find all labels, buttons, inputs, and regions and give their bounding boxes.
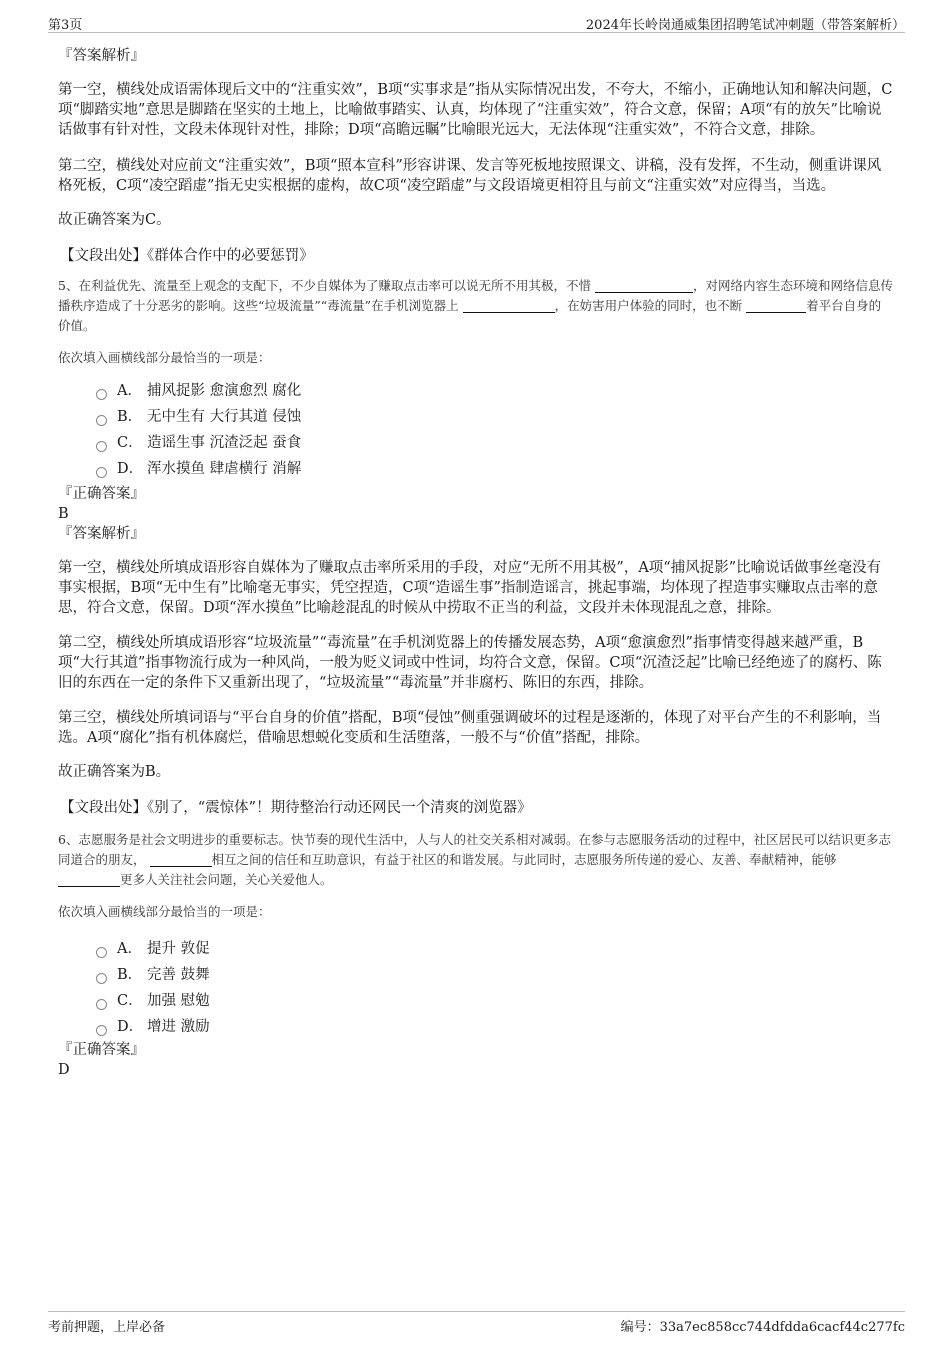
footer-slogan: 考前押题，上岸必备: [48, 1320, 166, 1335]
fill-blank: [595, 278, 693, 293]
radio-button[interactable]: [96, 973, 107, 984]
question-5-options: [96, 378, 893, 482]
fill-blank: [746, 298, 806, 313]
fill-blank: [463, 298, 555, 313]
document-title: 2024年长岭岗通威集团招聘笔试冲刺题（带答案解析）: [585, 18, 905, 33]
correct-answer-heading: 『正确答案』: [58, 1042, 145, 1058]
correct-answer: D: [58, 1062, 70, 1078]
passage-source: 【文段出处】《别了，“震惊体”！期待整治行动还网民一个清爽的浏览器》: [60, 800, 532, 816]
question-instruction: 依次填入画横线部分最恰当的一项是：: [58, 904, 271, 919]
radio-button[interactable]: [96, 1025, 107, 1036]
radio-button[interactable]: [96, 415, 107, 426]
analysis-paragraph: 第二空，横线处所填成语形容“垃圾流量”“毒流量”在手机浏览器上的传播发展态势，A项“愈演愈烈”指事情变得越来越严重，B项“大行其道”指事物流行成为一种风尚，一般为贬义词或中性词，均符合文意，保留。C项“沉渣泛起”比喻已经绝迹了的腐朽、陈旧的东西在一定的条件下又重新出现了，“垃圾流量”“毒流量”并非腐朽、陈旧的东西，排除。: [58, 635, 882, 691]
analysis-heading: 『答案解析』: [58, 48, 145, 64]
radio-button[interactable]: [96, 999, 107, 1010]
analysis-paragraph: 第一空，横线处所填成语形容自媒体为了赚取点击率所采用的手段，对应“无所不用其极”，A项“捕风捉影”比喻说话做事丝毫没有事实根据，B项“无中生有”比喻毫无事实，凭空捏造，C项“造谣生事”指制造谣言，挑起事端，均体现了捏造事实赚取点击率的意思，符合文意，保留。D项“浑水摸鱼”比喻趁混乱的时候从中捞取不正当的利益，文段并未体现混乱之意，排除。: [58, 560, 882, 616]
option-a[interactable]: A． 提升 敦促: [96, 936, 893, 962]
option-b[interactable]: B． 完善 鼓舞: [96, 962, 893, 988]
question-instruction: 依次填入画横线部分最恰当的一项是：: [58, 350, 271, 365]
passage-source: 【文段出处】《群体合作中的必要惩罚》: [60, 248, 314, 264]
fill-blank: [150, 852, 212, 867]
page-footer: [48, 1311, 905, 1335]
option-d[interactable]: D． 浑水摸鱼 肆虐横行 消解: [96, 456, 893, 482]
analysis-paragraph: 第三空，横线处所填词语与“平台自身的价值”搭配，B项“侵蚀”侧重强调破坏的过程是逐渐的，体现了对平台产生的不利影响，当选。A项“腐化”指有机体腐烂，借喻思想蜕化变质和生活堕落，一般不与“价值”搭配，排除。: [58, 710, 882, 746]
option-d[interactable]: D． 增进 激励: [96, 1014, 893, 1040]
answer-conclusion: 故正确答案为B。: [58, 764, 171, 780]
answer-conclusion: 故正确答案为C。: [58, 212, 171, 228]
question-6-options: [96, 936, 893, 1040]
radio-button[interactable]: [96, 467, 107, 478]
option-b[interactable]: B． 无中生有 大行其道 侵蚀: [96, 404, 893, 430]
fill-blank: [58, 872, 120, 887]
correct-answer: B: [58, 506, 69, 522]
option-c[interactable]: C． 造谣生事 沉渣泛起 蚕食: [96, 430, 893, 456]
analysis-heading: 『答案解析』: [58, 526, 145, 542]
question-5-stem: 5、在利益优先、流量至上观念的支配下，不少自媒体为了赚取点击率可以说无所不用其极，不惜 ，对网络内容生态环境和网络信息传播秩序造成了十分恶劣的影响。这些“垃圾流量”“毒流量”在手机浏览器上 ，在妨害用户体验的同时，也不断 着平台自身的价值。: [58, 278, 893, 333]
page-header: [48, 14, 905, 33]
option-c[interactable]: C． 加强 慰勉: [96, 988, 893, 1014]
analysis-paragraph: 第二空，横线处对应前文“注重实效”，B项“照本宣科”形容讲课、发言等死板地按照课文、讲稿，没有发挥，不生动，侧重讲课风格死板，C项“凌空蹈虚”指无史实根据的虚构，故C项“凌空蹈虚”与文段语境更相符且与前文“注重实效”对应得当，当选。: [58, 158, 882, 194]
question-6-stem: 6、志愿服务是社会文明进步的重要标志。快节奏的现代生活中，人与人的社交关系相对减弱。在参与志愿服务活动的过程中，社区居民可以结识更多志同道合的朋友， 相互之间的信任和互助意识，有益于社区的和谐发展。与此同时，志愿服务所传递的爱心、友善、奉献精神，能够 更多人关注社会问题，关心关爱他人。: [58, 832, 891, 887]
page-content: [58, 40, 893, 1080]
radio-button[interactable]: [96, 947, 107, 958]
option-a[interactable]: A． 捕风捉影 愈演愈烈 腐化: [96, 378, 893, 404]
correct-answer-heading: 『正确答案』: [58, 486, 145, 502]
analysis-paragraph: 第一空，横线处成语需体现后文中的“注重实效”，B项“实事求是”指从实际情况出发，不夸大，不缩小，正确地认知和解决问题，C项“脚踏实地”意思是脚踏在坚实的土地上，比喻做事踏实、认真，均体现了“注重实效”，符合文意，保留；A项“有的放矢”比喻说话做事有针对性，文段未体现针对性，排除；D项“高瞻远瞩”比喻眼光远大，无法体现“注重实效”，不符合文意，排除。: [58, 82, 893, 138]
radio-button[interactable]: [96, 441, 107, 452]
radio-button[interactable]: [96, 389, 107, 400]
page-number: 第3页: [48, 18, 83, 33]
document-code: 编号：33a7ec858cc744dfdda6cacf44c277fc: [620, 1320, 905, 1335]
